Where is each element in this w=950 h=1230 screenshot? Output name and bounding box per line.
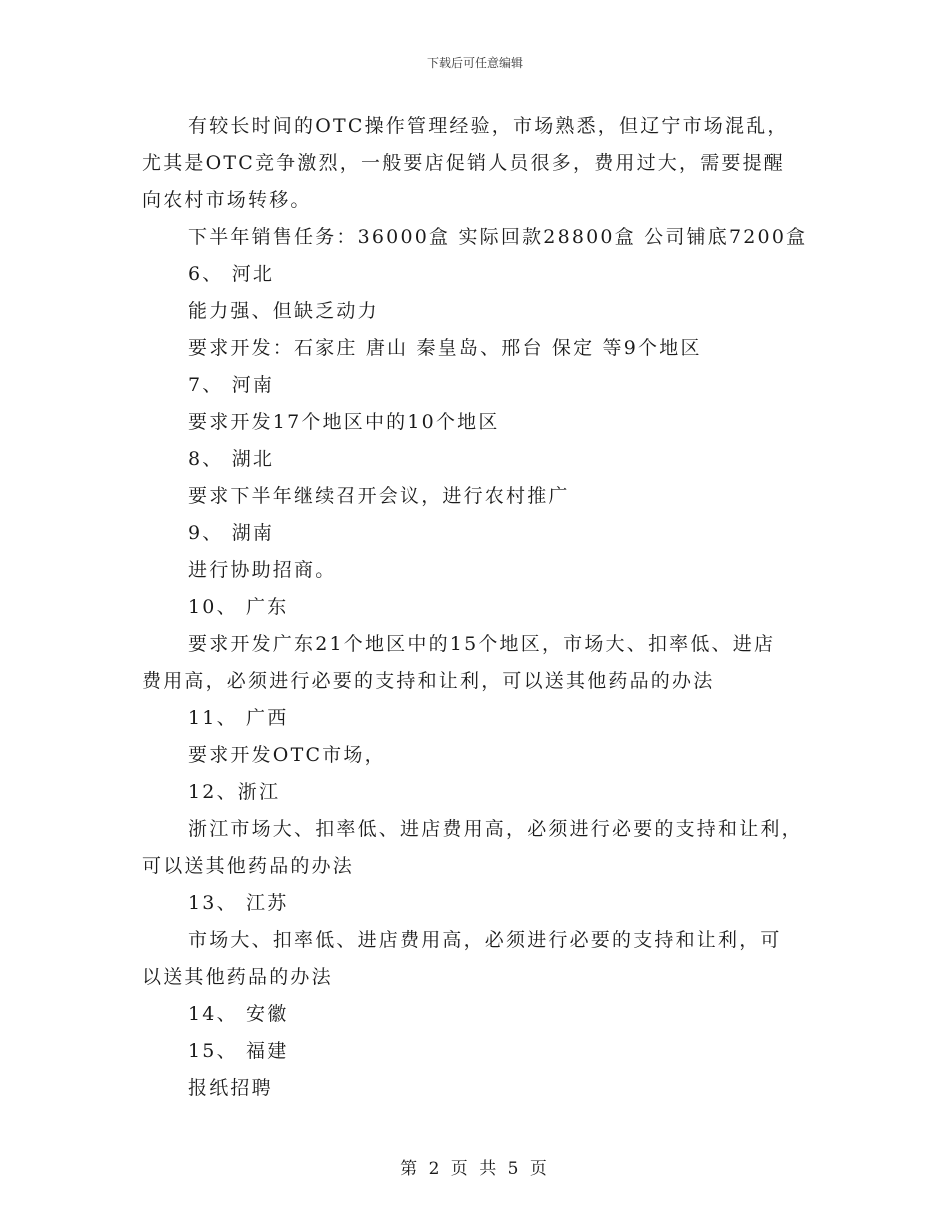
body-line: 下半年销售任务：36000盒 实际回款28800盒 公司铺底7200盒 (188, 226, 808, 248)
body-line: 要求开发：石家庄 唐山 秦皇岛、邢台 保定 等9个地区 (188, 337, 702, 359)
body-line: 向农村市场转移。 (142, 189, 312, 211)
section-heading-fujian: 15、 福建 (188, 1040, 289, 1062)
section-heading-hunan: 9、 湖南 (188, 522, 275, 544)
body-line: 报纸招聘 (188, 1077, 273, 1099)
section-heading-guangdong: 10、 广东 (188, 596, 289, 618)
body-line: 要求开发OTC市场， (188, 744, 386, 766)
body-line: 以送其他药品的办法 (142, 966, 333, 988)
section-heading-hubei: 8、 湖北 (188, 448, 275, 470)
body-line: 能力强、但缺乏动力 (188, 300, 379, 322)
section-heading-guangxi: 11、 广西 (188, 707, 289, 729)
body-line: 尤其是OTC竞争激烈，一般要店促销人员很多，费用过大，需要提醒 (142, 152, 785, 174)
body-line: 浙江市场大、扣率低、进店费用高，必须进行必要的支持和让利， (188, 818, 803, 840)
section-heading-anhui: 14、 安徽 (188, 1003, 289, 1025)
body-line: 要求下半年继续召开会议，进行农村推广 (188, 485, 570, 507)
body-line: 费用高，必须进行必要的支持和让利，可以送其他药品的办法 (142, 670, 715, 692)
section-heading-jiangsu: 13、 江苏 (188, 892, 289, 914)
section-heading-zhejiang: 12、浙江 (188, 781, 281, 803)
section-heading-henan: 7、 河南 (188, 374, 275, 396)
body-line: 进行协助招商。 (188, 559, 337, 581)
document-body (142, 108, 812, 1107)
body-line: 市场大、扣率低、进店费用高，必须进行必要的支持和让利，可 (188, 929, 782, 951)
page-header-note: 下载后可任意编辑 (426, 56, 523, 70)
body-line: 可以送其他药品的办法 (142, 855, 355, 877)
body-line: 要求开发17个地区中的10个地区 (188, 411, 500, 433)
body-line: 要求开发广东21个地区中的15个地区，市场大、扣率低、进店 (188, 633, 776, 655)
page-number-footer: 第 2 页 共 5 页 (400, 1159, 550, 1179)
section-heading-hebei: 6、 河北 (188, 263, 275, 285)
body-line: 有较长时间的OTC操作管理经验，市场熟悉，但辽宁市场混乱， (188, 115, 789, 137)
